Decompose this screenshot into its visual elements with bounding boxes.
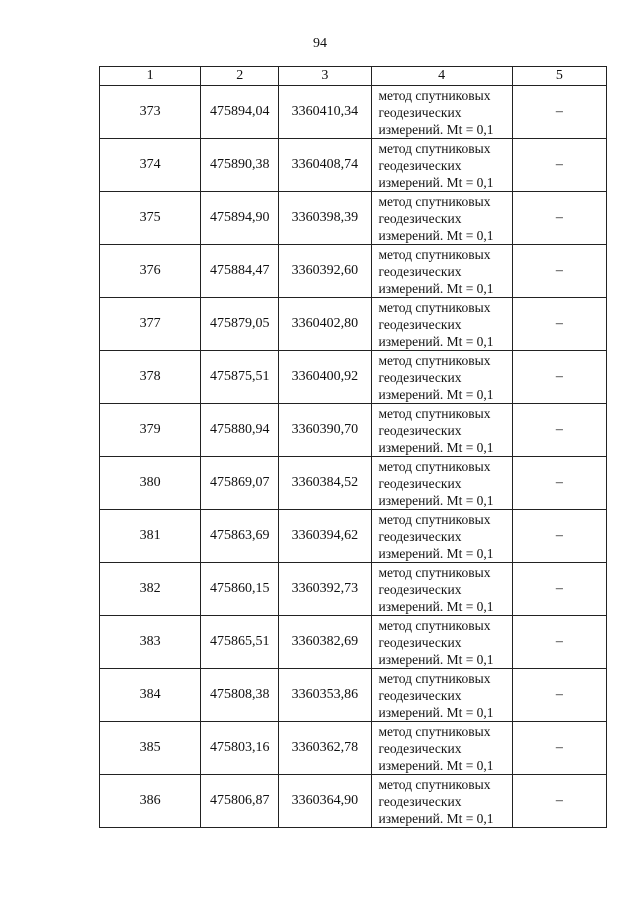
method-line-3: измерений. Mt = 0,1 [378, 333, 494, 349]
method-line-3: измерений. Mt = 0,1 [378, 704, 494, 720]
table-row [100, 563, 607, 616]
method-cell [371, 86, 512, 139]
method-line-3: измерений. Mt = 0,1 [378, 439, 494, 455]
method-line-2: геодезических [378, 528, 462, 544]
method-line-2: геодезических [378, 475, 462, 491]
coord-y-cell: 3360408,74 [279, 139, 371, 192]
method-cell [371, 351, 512, 404]
method-line-1: метод спутниковых [378, 617, 491, 633]
coord-y-cell: 3360392,73 [279, 563, 371, 616]
point-number-cell: 380 [100, 457, 201, 510]
method-line-2: геодезических [378, 316, 462, 332]
coordinates-table [99, 66, 607, 828]
table-row [100, 457, 607, 510]
method-cell [371, 192, 512, 245]
method-cell [371, 245, 512, 298]
coord-x-cell: 475880,94 [201, 404, 279, 457]
coord-y-cell: 3360362,78 [279, 722, 371, 775]
coord-x-cell: 475860,15 [201, 563, 279, 616]
point-number-cell: 384 [100, 669, 201, 722]
coord-y-cell: 3360398,39 [279, 192, 371, 245]
note-cell: – [512, 139, 606, 192]
method-line-1: метод спутниковых [378, 193, 491, 209]
coord-y-cell: 3360353,86 [279, 669, 371, 722]
coord-y-cell: 3360384,52 [279, 457, 371, 510]
header-col-3: 3 [279, 67, 371, 86]
coord-x-cell: 475865,51 [201, 616, 279, 669]
coord-y-cell: 3360402,80 [279, 298, 371, 351]
method-line-3: измерений. Mt = 0,1 [378, 227, 494, 243]
coord-x-cell: 475869,07 [201, 457, 279, 510]
method-line-3: измерений. Mt = 0,1 [378, 598, 494, 614]
note-cell: – [512, 775, 606, 828]
method-cell [371, 775, 512, 828]
method-line-3: измерений. Mt = 0,1 [378, 121, 494, 137]
coord-x-cell: 475879,05 [201, 298, 279, 351]
table-row [100, 86, 607, 139]
table-row [100, 139, 607, 192]
table-row [100, 669, 607, 722]
table-body [100, 86, 607, 828]
method-line-1: метод спутниковых [378, 776, 491, 792]
coord-x-cell: 475803,16 [201, 722, 279, 775]
coord-x-cell: 475875,51 [201, 351, 279, 404]
method-line-1: метод спутниковых [378, 299, 491, 315]
coord-x-cell: 475890,38 [201, 139, 279, 192]
coord-y-cell: 3360382,69 [279, 616, 371, 669]
method-line-1: метод спутниковых [378, 140, 491, 156]
point-number-cell: 386 [100, 775, 201, 828]
method-line-3: измерений. Mt = 0,1 [378, 492, 494, 508]
method-line-2: геодезических [378, 369, 462, 385]
method-line-2: геодезических [378, 634, 462, 650]
point-number-cell: 373 [100, 86, 201, 139]
point-number-cell: 381 [100, 510, 201, 563]
method-line-2: геодезических [378, 581, 462, 597]
coord-y-cell: 3360364,90 [279, 775, 371, 828]
coord-y-cell: 3360410,34 [279, 86, 371, 139]
method-line-2: геодезических [378, 157, 462, 173]
method-line-1: метод спутниковых [378, 352, 491, 368]
method-line-2: геодезических [378, 104, 462, 120]
note-cell: – [512, 86, 606, 139]
point-number-cell: 377 [100, 298, 201, 351]
method-line-3: измерений. Mt = 0,1 [378, 545, 494, 561]
coord-x-cell: 475863,69 [201, 510, 279, 563]
method-line-1: метод спутниковых [378, 723, 491, 739]
table-row [100, 298, 607, 351]
table-row [100, 192, 607, 245]
method-line-1: метод спутниковых [378, 511, 491, 527]
header-col-4: 4 [371, 67, 512, 86]
coord-y-cell: 3360390,70 [279, 404, 371, 457]
table-row [100, 775, 607, 828]
header-col-2: 2 [201, 67, 279, 86]
table-row [100, 616, 607, 669]
method-line-2: геодезических [378, 422, 462, 438]
method-line-3: измерений. Mt = 0,1 [378, 280, 494, 296]
coord-x-cell: 475808,38 [201, 669, 279, 722]
note-cell: – [512, 669, 606, 722]
note-cell: – [512, 722, 606, 775]
header-col-5: 5 [512, 67, 606, 86]
coord-x-cell: 475894,04 [201, 86, 279, 139]
method-line-2: геодезических [378, 263, 462, 279]
point-number-cell: 383 [100, 616, 201, 669]
table-row [100, 510, 607, 563]
method-line-1: метод спутниковых [378, 246, 491, 262]
method-cell [371, 722, 512, 775]
method-cell [371, 404, 512, 457]
method-line-1: метод спутниковых [378, 458, 491, 474]
point-number-cell: 376 [100, 245, 201, 298]
note-cell: – [512, 404, 606, 457]
note-cell: – [512, 563, 606, 616]
method-line-1: метод спутниковых [378, 670, 491, 686]
method-cell [371, 669, 512, 722]
coord-x-cell: 475806,87 [201, 775, 279, 828]
note-cell: – [512, 245, 606, 298]
coord-x-cell: 475884,47 [201, 245, 279, 298]
method-line-2: геодезических [378, 687, 462, 703]
point-number-cell: 374 [100, 139, 201, 192]
method-line-3: измерений. Mt = 0,1 [378, 174, 494, 190]
note-cell: – [512, 616, 606, 669]
method-cell [371, 563, 512, 616]
method-line-3: измерений. Mt = 0,1 [378, 757, 494, 773]
point-number-cell: 375 [100, 192, 201, 245]
coord-y-cell: 3360392,60 [279, 245, 371, 298]
method-line-1: метод спутниковых [378, 405, 491, 421]
note-cell: – [512, 457, 606, 510]
method-line-3: измерений. Mt = 0,1 [378, 651, 494, 667]
note-cell: – [512, 298, 606, 351]
method-cell [371, 457, 512, 510]
method-line-3: измерений. Mt = 0,1 [378, 810, 494, 826]
point-number-cell: 378 [100, 351, 201, 404]
method-cell [371, 510, 512, 563]
table-row [100, 351, 607, 404]
table-row [100, 245, 607, 298]
method-cell [371, 616, 512, 669]
coord-x-cell: 475894,90 [201, 192, 279, 245]
note-cell: – [512, 510, 606, 563]
table-row [100, 404, 607, 457]
method-line-3: измерений. Mt = 0,1 [378, 386, 494, 402]
point-number-cell: 382 [100, 563, 201, 616]
point-number-cell: 385 [100, 722, 201, 775]
table-header-row [100, 67, 607, 86]
method-line-1: метод спутниковых [378, 564, 491, 580]
coord-y-cell: 3360394,62 [279, 510, 371, 563]
method-line-1: метод спутниковых [378, 87, 491, 103]
coord-y-cell: 3360400,92 [279, 351, 371, 404]
table-row [100, 722, 607, 775]
method-line-2: геодезических [378, 740, 462, 756]
method-line-2: геодезических [378, 210, 462, 226]
page-number: 94 [313, 36, 327, 51]
point-number-cell: 379 [100, 404, 201, 457]
note-cell: – [512, 192, 606, 245]
method-cell [371, 298, 512, 351]
method-cell [371, 139, 512, 192]
note-cell: – [512, 351, 606, 404]
header-col-1: 1 [100, 67, 201, 86]
method-line-2: геодезических [378, 793, 462, 809]
